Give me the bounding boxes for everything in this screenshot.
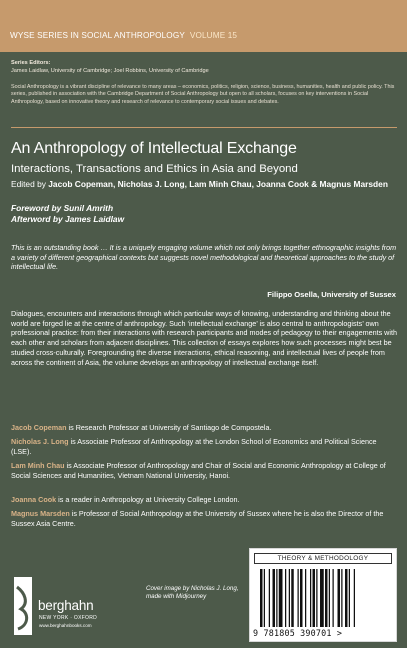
publisher-cities: NEW YORK · OXFORD [39, 615, 98, 621]
bio-text: is Associate Professor of Anthropology at the London School of Economics and Political Science (LSE). [11, 437, 377, 456]
afterword-line: Afterword by James Laidlaw [11, 214, 125, 224]
divider-rule [11, 127, 397, 128]
series-band [0, 0, 407, 52]
publisher-name: berghahn [38, 598, 94, 613]
bio-text: is Associate Professor of Anthropology and Chair of Social and Economic Anthropology at College of Social Sciences and Humanities, Vietnam National University, Hanoi. [11, 461, 386, 480]
endorsement-attribution: Filippo Osella, University of Sussex [267, 290, 396, 299]
book-editors [11, 179, 401, 190]
bio-name: Jacob Copeman [11, 423, 67, 432]
bio-cook [11, 495, 397, 505]
publisher-url: www.berghahnbooks.com [39, 623, 92, 628]
publisher-logo [11, 575, 101, 640]
berghahn-logo-icon [11, 575, 37, 637]
series-description: Social Anthropology is a vibrant discipline of relevance to many areas – economics, politics, religion, science, business, humanities, health and public policy. This series, published in association with the Cambridge Department of Social Anthropology but open to all scholars, focuses on key interventions in Social Anthropology, based on innovative theory and research of relevance to contemporary social issues and debates. [11, 84, 395, 105]
bio-name: Joanna Cook [11, 495, 57, 504]
bio-name: Lam Minh Chau [11, 461, 65, 470]
edited-by-prefix: Edited by [11, 179, 46, 189]
series-editors-names: James Laidlaw, University of Cambridge; Joel Robbins, University of Cambridge [11, 68, 209, 74]
series-volume: VOLUME 15 [189, 31, 238, 40]
bio-lam [11, 461, 397, 480]
bio-copeman [11, 423, 397, 433]
foreword-line: Foreword by Sunil Amrith [11, 203, 114, 213]
book-subtitle: Interactions, Transactions and Ethics in Asia and Beyond [11, 163, 298, 175]
bio-text: is Research Professor at University of Santiago de Compostela. [66, 423, 272, 432]
cover-credit: Cover image by Nicholas J. Long, made with Midjourney [146, 585, 239, 601]
book-title: An Anthropology of Intellectual Exchange [11, 140, 297, 157]
bio-long [11, 437, 397, 456]
series-name: WYSE SERIES IN SOCIAL ANTHROPOLOGY [10, 31, 185, 40]
series-editors-heading: Series Editors: [11, 60, 51, 66]
barcode-icon [260, 569, 388, 627]
barcode-panel [249, 548, 397, 642]
editor-names: Jacob Copeman, Nicholas J. Long, Lam Minh Chau, Joanna Cook & Magnus Marsden [48, 179, 388, 189]
bio-name: Magnus Marsden [11, 509, 70, 518]
bio-text: is a reader in Anthropology at University College London. [56, 495, 240, 504]
series-title [10, 31, 400, 40]
endorsement-quote: This is an outstanding book … It is a uniquely engaging volume which not only brings together ethnographic insights from a variety of different geographical contexts but suggests novel methodological and theoretical approaches to the study of intellectual life. [11, 243, 397, 272]
book-description: Dialogues, encounters and interactions through which particular ways of knowing, understanding and thinking about the world are forged lie at the centre of anthropology. Such ‘intellectual exchange’ is also central to anthropologists’ own professional practice: from their interactions with research participants and modes of pedagogy to their engagements with each other and scholars from adjacent disciplines. This collection of essays explores how such processes might best be studied cross-culturally. Foregrounding the diverse interactions, ethical reasoning, and intellectual lives of people from across the continent of Asia, the volume develops an anthropology of intellectual exchange itself. [11, 309, 397, 367]
foreword-afterword [11, 203, 124, 225]
bio-name: Nicholas J. Long [11, 437, 69, 446]
bio-marsden [11, 509, 397, 528]
bio-text: is Professor of Social Anthropology at the University of Sussex where he is also the Director of the Sussex Asia Centre. [11, 509, 384, 528]
category-label: THEORY & METHODOLOGY [254, 553, 392, 564]
isbn-number: 9 781805 390701 > [253, 628, 343, 638]
